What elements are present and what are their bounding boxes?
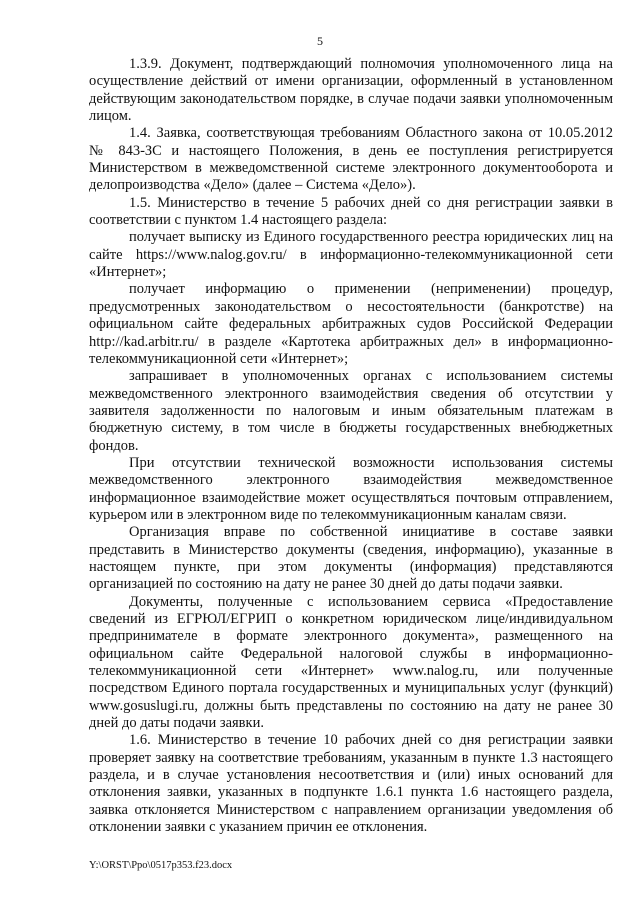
paragraph-1-5: 1.5. Министерство в течение 5 рабочих дней со дня регистрации заявки в соответствии с пунктом 1.4 настоящего раздела: [89, 194, 613, 229]
paragraph-service-documents: Документы, полученные с использованием сервиса «Предоставление сведений из ЕГРЮЛ/ЕГРИП о конкретном юридическом лице/индивидуальном предпринимателе в формате электронного документа», размещенного на официальном сайте Федеральной налоговой службы в информационно-телекоммуникационной сети «Интернет» www.nalog.ru, или полученные посредством Единого портала государственных и муниципальных услуг (функций) www.gosuslugi.ru, должны быть представлены по состоянию на дату не ранее 30 дней до даты подачи заявки. [89, 593, 613, 732]
paragraph-1-3-9: 1.3.9. Документ, подтверждающий полномочия уполномоченного лица на осуществление действий от имени организации, оформленный в установленном действующим законодательством порядке, в случае подачи заявки уполномоченным лицом. [89, 56, 613, 125]
paragraph-1-6: 1.6. Министерство в течение 10 рабочих дней со дня регистрации заявки проверяет заявку на соответствие требованиям, указанным в пункте 1.3 настоящего раздела, и в случае установления несоответствия и (или) иных оснований для отклонения заявки, указанных в подпункте 1.6.1 пункта 1.6 настоящего раздела, заявка отклоняется Министерством с направлением организации уведомления об отклонении заявки с указанием причин ее отклонения. [89, 732, 613, 836]
footer-file-path: Y:\ORST\Ppo\0517p353.f23.docx [89, 860, 233, 871]
paragraph-organization-initiative: Организация вправе по собственной инициативе в составе заявки представить в Министерство документы (сведения, информацию), указанные в настоящем пункте, при этом документы (информация) представляются организацией по состоянию на дату не ранее 30 дней до даты подачи заявки. [89, 524, 613, 593]
page-number: 5 [317, 34, 323, 48]
paragraph-bankruptcy-info: получает информацию о применении (неприменении) процедур, предусмотренных законодательством о несостоятельности (банкротстве) на официальном сайте федеральных арбитражных судов Российской Федерации http://kad.arbitr.ru/ в разделе «Картотека арбитражных дел» в информационно-телекоммуникационной сети «Интернет»; [89, 281, 613, 367]
document-body [89, 56, 613, 836]
paragraph-1-4: 1.4. Заявка, соответствующая требованиям Областного закона от 10.05.2012 № 843-ЗС и настоящего Положения, в день ее поступления регистрируется Министерством в межведомственной системе электронного документооборота и делопроизводства «Дело» (далее – Система «Дело»). [89, 125, 613, 194]
paragraph-egrul-extract: получает выписку из Единого государственного реестра юридических лиц на сайте https://www.nalog.gov.ru/ в информационно-телекоммуникационной сети «Интернет»; [89, 229, 613, 281]
paragraph-no-technical-possibility: При отсутствии технической возможности использования системы межведомственного электронного взаимодействия межведомственное информационное взаимодействие может осуществляться почтовым отправлением, курьером или в электронном виде по телекоммуникационным каналам связи. [89, 454, 613, 523]
paragraph-tax-debt-request: запрашивает в уполномоченных органах с использованием системы межведомственного электронного взаимодействия сведения об отсутствии у заявителя задолженности по налоговым и иным обязательным платежам в бюджетную систему, в том числе в бюджеты государственных внебюджетных фондов. [89, 368, 613, 454]
